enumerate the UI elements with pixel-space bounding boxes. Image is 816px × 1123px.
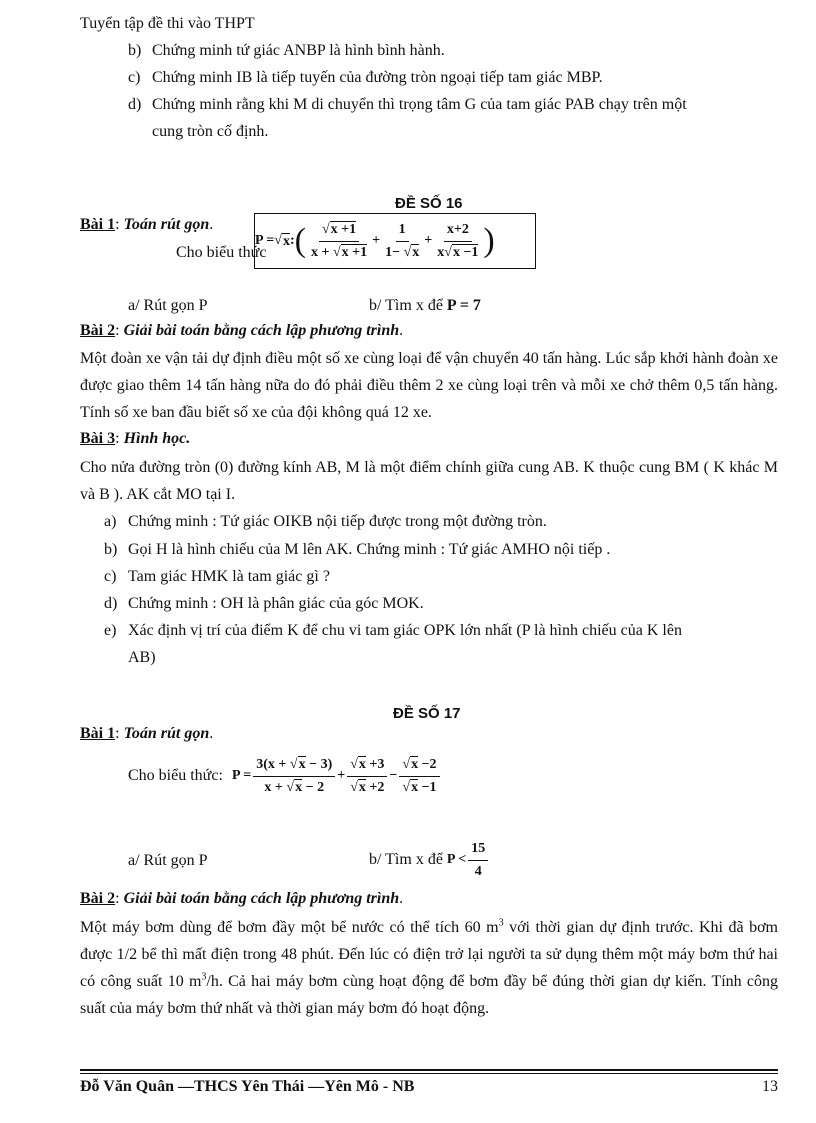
part-a: a/ Rút gọn P [128, 852, 208, 869]
footer [80, 1078, 778, 1096]
list-item-text: Xác định vị trí của điểm K để chu vi tam giác OPK lớn nhất (P là hình chiếu của K lên [128, 622, 682, 639]
problem-label: Bài 1 [80, 216, 116, 233]
item-label: e) [104, 622, 117, 639]
footer-rule [80, 1073, 778, 1074]
footer-rule [80, 1069, 778, 1071]
list-item-text: AB) [128, 649, 156, 666]
page-number: 13 [762, 1078, 778, 1095]
item-label: c) [104, 568, 117, 585]
fraction: $\frac{√x -2}{√x -1}$ [399, 756, 439, 797]
expression-intro: Cho biểu thức: [128, 767, 223, 784]
problem-heading: Bài 3: Hình học. [80, 430, 191, 447]
list-item-text: Chứng minh : Tứ giác OIKB nội tiếp được trong một đường tròn. [128, 513, 547, 530]
problem-heading: Bài 2: Giải bài toán bằng cách lập phương trình. [80, 890, 404, 907]
problem-text: Cho nửa đường tròn (0) đường kính AB, M là một điểm chính giữa cung AB. K thuộc cung BM ( K khác M và B ). AK cắt MO tại I. [80, 459, 778, 503]
problem-text: Một máy bơm dùng để bơm đầy một bể nước có thể tích 60 $m^3$ với thời gian dự định trước. Khi đã bơm được 1/2 bể thì mất điện trong 48 phút. Đến lúc có điện trở lại người ta sử dụng thêm một máy bơm thứ hai có công suất 10 $m^3/h$. Cả hai máy bơm cùng hoạt động để bơm đầy bể đúng thời gian dự kiến. Tính công suất của máy bơm thứ nhất và thời gian máy bơm đó hoạt động. [80, 917, 779, 1017]
problem-heading: Bài 2: Giải bài toán bằng cách lập phương trình. [80, 322, 404, 339]
exam-title: ĐỀ SỐ 16 [395, 195, 463, 212]
list-item-text: Chứng minh IB là tiếp tuyến của đường tròn ngoại tiếp tam giác MBP. [152, 69, 603, 86]
item-label: b) [104, 541, 118, 558]
fraction: $\frac{x+2}{x√x -1}$ [437, 221, 479, 260]
item-label: d) [128, 96, 142, 113]
running-title: Tuyển tập đề thi vào THPT [80, 15, 255, 32]
fraction: $\frac{√x +3}{√x +2}$ [347, 756, 387, 797]
expression-intro: Cho biểu thức [176, 244, 267, 261]
list-item-text: cung tròn cố định. [152, 123, 269, 140]
problem-text: Một đoàn xe vận tải dự định điều một số xe cùng loại để vận chuyển 40 tấn hàng. Lúc sắp khởi hành đoàn xe được giao thêm 14 tấn hàng nữa do đó phải điều thêm 2 xe cùng loại trên và mỗi xe chở thêm 0,5 tấn hàng. Tính số xe ban đầu biết số xe của đội không quá 12 xe. [80, 350, 778, 421]
fraction: $\frac{√x +1}{x + √x +1}$ [310, 221, 368, 260]
problem-heading: Bài 1: Toán rút gọn. [80, 725, 214, 742]
fraction: $\frac{3(x + √x - 3)}{x + √x - 2}$ [253, 756, 335, 797]
list-item-text: Chứng minh tứ giác ANBP là hình bình hành. [152, 42, 445, 59]
footer-author: Đỗ Văn Quân —THCS Yên Thái —Yên Mô - NB [80, 1078, 415, 1095]
part-b: b/ Tìm x để P < $\frac{15}{4}$ [369, 836, 490, 884]
fraction: $\frac{1}{1- √x}$ [385, 221, 420, 260]
list-item-text: Chứng minh : OH là phân giác của góc MOK. [128, 595, 424, 612]
item-label: a) [104, 513, 117, 530]
exam-title: ĐỀ SỐ 17 [393, 705, 461, 722]
item-label: d) [104, 595, 118, 612]
problem-heading: Bài 1: Toán rút gọn. [80, 216, 214, 233]
formula-lhs: P = [255, 233, 275, 248]
list-item-text: Gọi H là hình chiếu của M lên AK. Chứng minh : Tứ giác AMHO nội tiếp . [128, 541, 611, 558]
item-label: b) [128, 42, 142, 59]
problem-title: Toán rút gọn [123, 216, 210, 233]
list-item [128, 41, 141, 61]
formula: P = $\frac{3(x + √x - 3)}{x + √x - 2}$ + $\frac{√x +3}{√x +2}$ − $\frac{√x -2}{√x -1}$ [232, 750, 442, 802]
part-a: a/ Rút gọn P [128, 297, 208, 314]
item-label: c) [128, 69, 141, 86]
part-b: b/ Tìm x để P = 7 [369, 297, 481, 314]
formula-box: P = √ x : ( $\frac{√x +1}{x + √x +1}$ + $\frac{1}{1- √x}$ + $\frac{x+2}{x√x -1}$ ) [254, 213, 536, 269]
list-item-text: Tam giác HMK là tam giác gì ? [128, 568, 330, 585]
list-item-text: Chứng minh rằng khi M di chuyển thì trọng tâm G của tam giác PAB chạy trên một [152, 96, 687, 113]
